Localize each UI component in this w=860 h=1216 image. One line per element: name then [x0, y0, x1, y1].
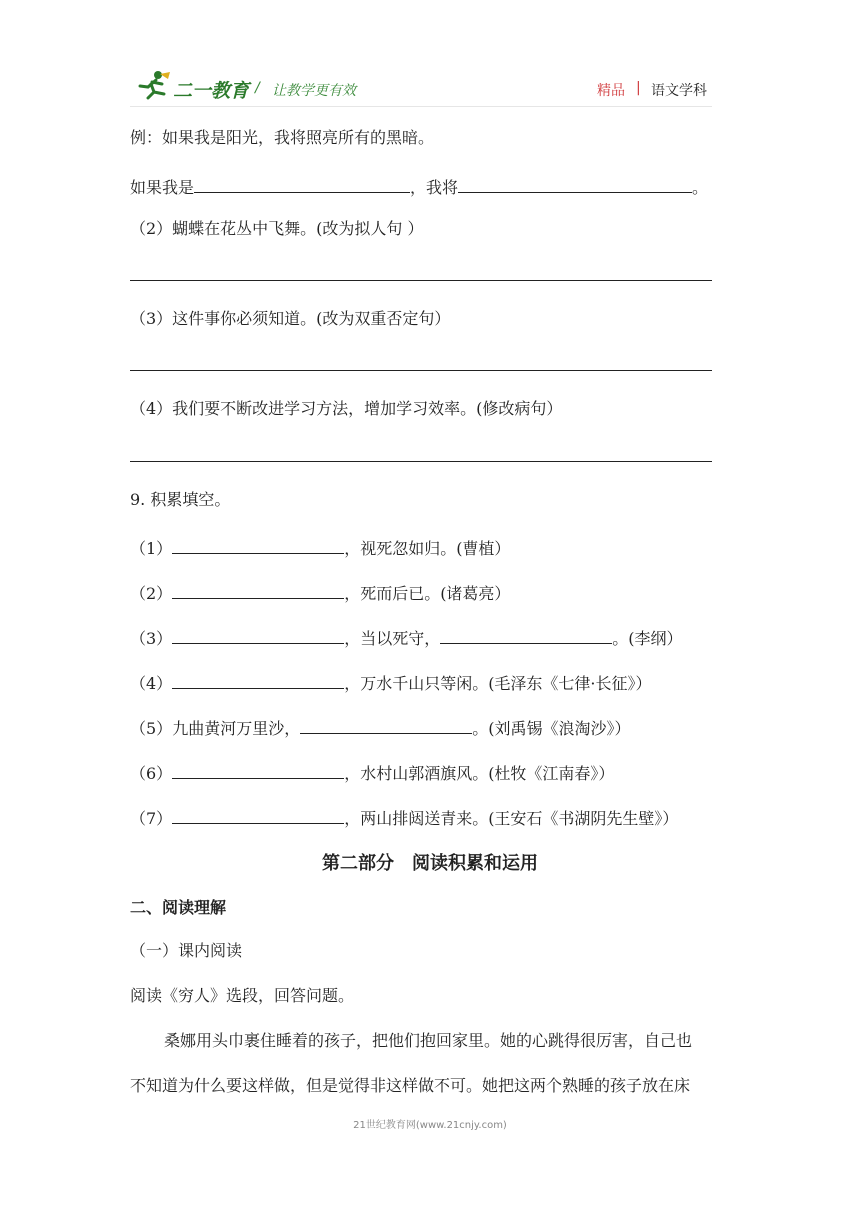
- header-separator: |: [636, 80, 641, 96]
- q9-item-7: [130, 805, 678, 829]
- q9-title: 9. 积累填空。: [130, 490, 231, 509]
- q9-blank[interactable]: [172, 625, 344, 644]
- q9-blank[interactable]: [172, 805, 344, 824]
- q9-item-text: ，两山排闼送青来。(王安石《书湖阴先生壁》）: [344, 809, 679, 828]
- q9-item-text: ，水村山郭酒旗风。(杜牧《江南春》）: [344, 764, 615, 783]
- page-footer: 21世纪教育网(www.21cnjy.com): [353, 1120, 507, 1131]
- q9-item-text: 。(刘禹锡《浪淘沙》）: [472, 719, 631, 738]
- q9-item-5: [130, 715, 630, 739]
- q8-fill-prefix: 如果我是: [130, 178, 195, 197]
- subsection-heading: （一）课内阅读: [130, 941, 243, 960]
- q9-item-number: （2）: [130, 584, 173, 603]
- q9-blank[interactable]: [172, 670, 344, 689]
- q8-sub4-answer-line[interactable]: [130, 461, 712, 462]
- q9-item-number: （7）: [130, 809, 173, 828]
- q9-item-number: （4）: [130, 674, 173, 693]
- q9-item-6: [130, 760, 614, 784]
- q9-item-text: 。(李纲）: [612, 629, 683, 648]
- section-heading: 二、阅读理解: [130, 898, 227, 917]
- q9-item-text: ，当以死守，: [344, 629, 441, 648]
- q8-sub3: （3）这件事你必须知道。(改为双重否定句）: [130, 309, 451, 328]
- reading-intro: 阅读《穷人》选段，回答问题。: [130, 986, 355, 1005]
- q8-sub2-answer-line[interactable]: [130, 280, 712, 281]
- q9-blank[interactable]: [440, 625, 612, 644]
- q9-blank[interactable]: [172, 580, 344, 599]
- q8-fill-end: 。: [692, 178, 709, 197]
- q8-sub3-answer-line[interactable]: [130, 370, 712, 371]
- slogan-separator: /: [255, 80, 260, 96]
- q9-item-1: [130, 535, 510, 559]
- q9-item-text: ，死而后已。(诸葛亮）: [344, 584, 511, 603]
- q8-sub4: （4）我们要不断改进学习方法，增加学习效率。(修改病句）: [130, 399, 563, 418]
- q8-example: 例：如果我是阳光，我将照亮所有的黑暗。: [130, 128, 435, 147]
- q9-item-text: ，视死忽如归。(曹植）: [344, 539, 511, 558]
- q9-item-text: ，万水千山只等闲。(毛泽东《七律·长征》）: [344, 674, 652, 693]
- part2-title: 第二部分 阅读积累和运用: [322, 853, 538, 874]
- q9-item-number: （3）: [130, 629, 173, 648]
- q9-item-2: [130, 580, 510, 604]
- q9-item-number: （1）: [130, 539, 173, 558]
- q9-blank[interactable]: [172, 760, 344, 779]
- q9-item-4: [130, 670, 652, 694]
- header-label-jingpin: 精品: [597, 83, 625, 99]
- q9-item-number: （5）: [130, 719, 173, 738]
- q8-sub2: （2）蝴蝶在花丛中飞舞。(改为拟人句 ）: [130, 219, 424, 238]
- logo-text: 二一教育: [173, 80, 250, 102]
- q9-item-3: [130, 625, 682, 649]
- runner-logo-icon: [136, 70, 172, 100]
- header-subject: 语文学科: [651, 83, 707, 99]
- q9-blank[interactable]: [172, 535, 344, 554]
- q9-blank[interactable]: [300, 715, 472, 734]
- q8-blank-2[interactable]: [458, 174, 692, 193]
- q9-item-text: 九曲黄河万里沙，: [172, 719, 301, 738]
- q8-fill-middle: ，我将: [410, 178, 459, 197]
- q8-blank-1[interactable]: [194, 174, 410, 193]
- passage-line-1: 桑娜用头巾裹住睡着的孩子，把他们抱回家里。她的心跳得很厉害，自己也: [164, 1031, 693, 1050]
- slogan: 让教学更有效: [272, 83, 356, 99]
- header-rule: [130, 106, 712, 107]
- passage-line-2: 不知道为什么要这样做，但是觉得非这样做不可。她把这两个熟睡的孩子放在床: [130, 1076, 691, 1095]
- q8-fill-line: [130, 174, 708, 198]
- q9-item-number: （6）: [130, 764, 173, 783]
